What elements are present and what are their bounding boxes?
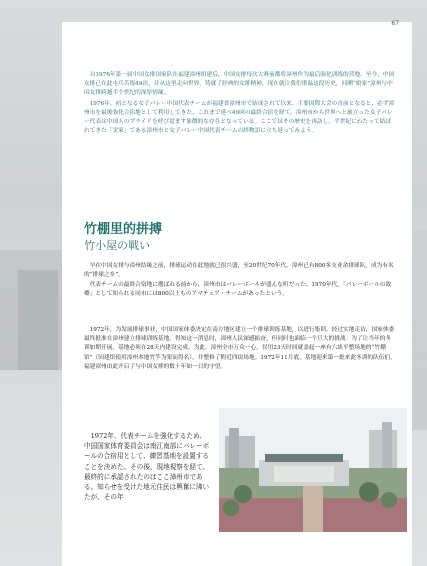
body-text-wide xyxy=(84,326,396,372)
intro-jp: 1976年、初となる女子バレー中国代表チームが福建省漳州市で結成されて以来、主要国際大会の直前となると、必ず漳州市を最後強化合宿地として利用してきた。これまで延べ49回の最終合宿を経て、漳州市から世界へと旅立った女子バレー代表は中国人のプライドを呼び覚ます象徴的な存在となっている。ここではその歴史を再訪し、半世紀にわたって結ばれてきた「実家」である漳州市と女子バレー中国代表チームの絆物語に立ち返ってみよう。 xyxy=(84,100,395,135)
section-title: 竹棚里的拼搏 xyxy=(84,222,163,237)
paragraph: 1972年、代表チームを強化するため、中国国家体育委員会は南江南部にバレーボールの合宿用として、練習基地を設置することを決めた。その後、現地視察を経て、最終的に承認されたのはここ漳州市である。知らせを受けた地元住民は興奮に沸いたが、その年 xyxy=(84,432,210,502)
background-building xyxy=(18,270,58,370)
intro-zh: 自1976年第一届中国女排国家队在福建漳州组建后，中国女排每次大赛前都将漳州作为最后强化训练的营地。至今，中国女排已在此屯兵苦练49次，并从这里走向世界，铸就了经典的女排精神。现在就让我们重温这段历史，回溯“娘家”漳州与中国女排跨越半个世纪的深厚情缘。 xyxy=(84,72,395,97)
section-heading xyxy=(84,222,162,254)
paragraph: 1972年，为发展排球事业，中国国家体委决定在南方地区建立一个排球训练基地，以进行集训。经过实地走访，国家体委最终批准在漳州建立排球训练基地。得知这一消息时，漳州人民深感振奋，但同时也面临一个巨大的挑战：为了让当年的冬训如期开展，基地必须在28天内建设完成。为此，漳州全市万众一心，仅用23天时间就盖起一座有六块平整场地的“竹棚馆”（因建馆使用漳州本地竹竿为架而得名），并整修了附近四块场地。1972年11月底，基地迎来第一批来此冬训的队伍们，福建漳州由此开启了与中国女排的数十年如一日的守望。 xyxy=(84,327,396,370)
body-text-column xyxy=(84,430,212,502)
paragraph: 早在中国女排与漳州结缘之前，排球运动在此地就已很兴盛，至20世纪70年代，漳州已有800多支业余排球队，成为有名的“排球之乡”。 xyxy=(84,263,394,279)
body-text xyxy=(84,262,396,299)
page-number: 67 xyxy=(391,20,399,27)
section-subtitle: 竹小屋の戦い xyxy=(84,239,150,252)
training-base-photo xyxy=(219,408,407,532)
photo-illustration xyxy=(219,408,407,532)
paragraph: 代表チームの最終合宿地に選ばれる前から、漳州市はバレーボールが盛んな町だった。1970年代，「バレーボールの故郷」として知られる同市には800以上ものアマチュア・チームがあったという。 xyxy=(84,281,392,298)
intro-block xyxy=(84,71,396,136)
